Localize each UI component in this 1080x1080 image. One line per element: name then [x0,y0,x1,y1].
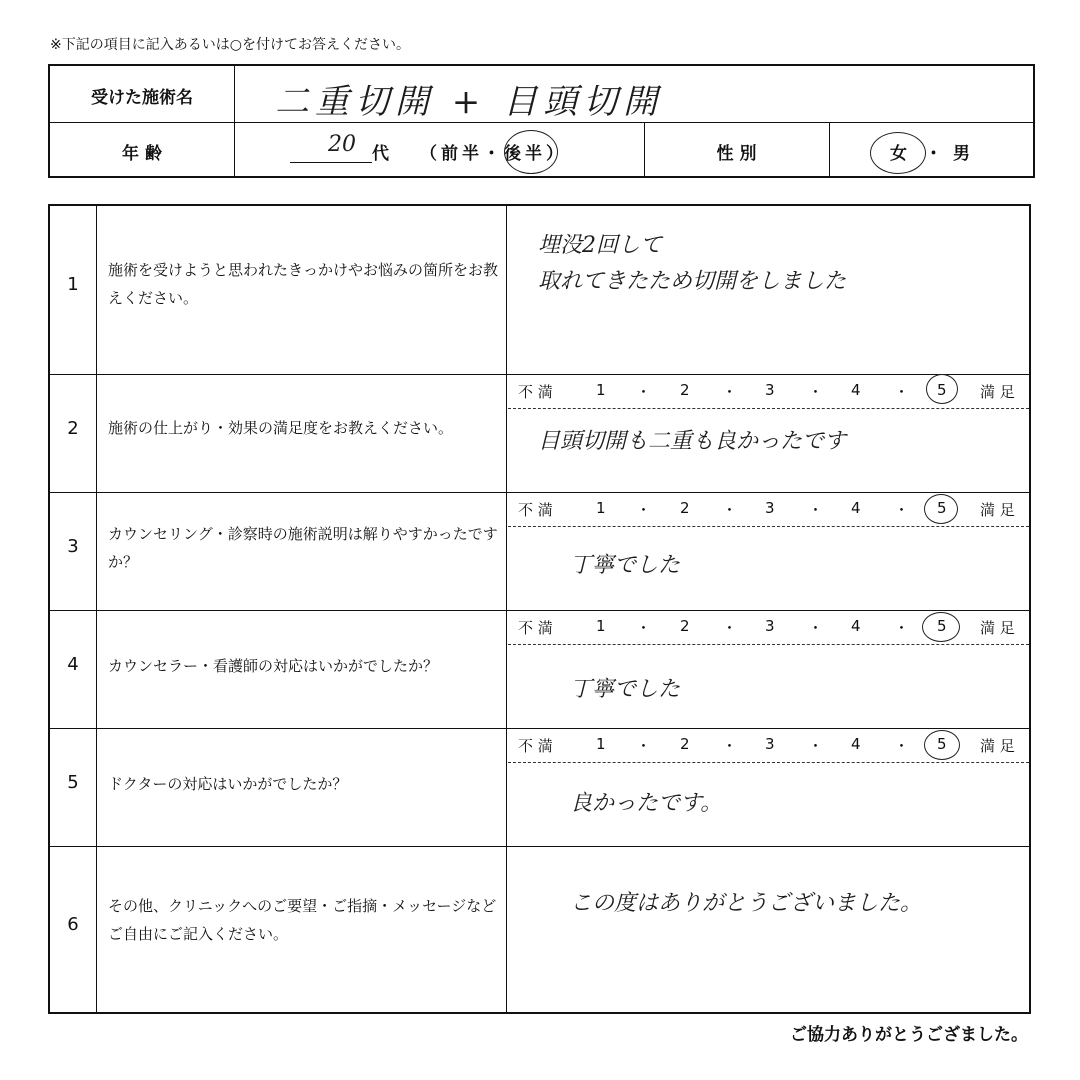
scale-point: 5 [937,499,947,517]
gender-label: 性 別 [716,144,757,164]
scale-high: 満 足 [980,619,1015,637]
rating-scale [508,374,1029,409]
scale-low: 不 満 [518,619,553,637]
age-half-circle [504,130,558,174]
scale-point: 3 [765,735,775,753]
treatment-value: 二重切開 + 目頭切開 [275,82,664,122]
scale-point: 3 [765,617,775,635]
question-row-6 [50,846,1029,1016]
scale-point: 1 [596,735,606,753]
question-number: 6 [67,914,79,935]
question-text: ドクターの対応はいかがでしたか？ [108,775,348,793]
treatment-info-table [48,64,1035,178]
scale-point: ・ [808,737,824,755]
scale-point: 3 [765,381,775,399]
scale-point: ・ [636,501,652,519]
question-text: 施術の仕上がり・効果の満足度をお教えください。 [108,419,454,437]
rating-scale [508,728,1029,763]
question-number: 4 [67,654,79,675]
footer-thanks: ご協力ありがとうござました。 [790,1025,1028,1045]
scale-low: 不 満 [518,737,553,755]
scale-point: 5 [937,735,947,753]
question-row-2 [50,374,1029,492]
question-number: 2 [67,418,79,439]
scale-point: ・ [636,619,652,637]
scale-point: ・ [808,501,824,519]
question-number: 5 [67,772,79,793]
age-label: 年 齢 [122,144,162,164]
answer-text: 良かったです。 [570,791,723,816]
rating-circle [926,374,958,404]
gender-male: 男 [953,144,970,164]
answer-text: 丁寧でした [570,677,681,702]
scale-point: 1 [596,499,606,517]
scale-high: 満 足 [980,383,1015,401]
scale-point: 3 [765,499,775,517]
answer-text: 埋没2回して 取れてきたため切開をしました [538,233,847,294]
instruction-text: ※下記の項目に記入あるいは○を付けてお答えください。 [50,37,410,53]
question-number: 3 [67,536,79,557]
scale-point: 2 [680,381,690,399]
age-half-option: （前半・後半） [420,144,567,164]
scale-point: 4 [851,735,861,753]
scale-point: 2 [680,499,690,517]
answer-text: 丁寧でした [570,553,681,578]
question-number: 1 [67,274,79,295]
gender-female: 女 [890,144,907,164]
rating-circle [924,494,958,524]
rating-circle [924,730,960,760]
age-value: 20 [328,132,356,157]
scale-point: ・ [894,737,910,755]
scale-point: ・ [808,619,824,637]
scale-point: ・ [722,383,738,401]
question-text: カウンセラー・看護師の対応はいかがでしたか？ [108,657,439,675]
scale-point: 1 [596,617,606,635]
scale-point: ・ [722,619,738,637]
rating-scale [508,492,1029,527]
scale-point: 4 [851,499,861,517]
scale-point: ・ [636,737,652,755]
scale-point: 2 [680,735,690,753]
scale-point: 1 [596,381,606,399]
treatment-label: 受けた施術名 [91,88,193,108]
rating-scale [508,610,1029,645]
scale-point: ・ [722,737,738,755]
scale-point: ・ [894,383,910,401]
question-row-4 [50,610,1029,728]
gender-circle [870,132,926,174]
scale-point: 4 [851,617,861,635]
answer-text: 目頭切開も二重も良かったです [538,429,847,454]
scale-point: ・ [722,501,738,519]
scale-point: ・ [894,501,910,519]
scale-low: 不 満 [518,383,553,401]
question-row-3 [50,492,1029,610]
question-text: その他、クリニックへのご要望・ご指摘・メッセージなどご自由にご記入ください。 [108,897,497,943]
scale-point: ・ [894,619,910,637]
survey-table [48,204,1031,1014]
gender-dot: ・ [925,144,942,164]
scale-point: 5 [937,617,947,635]
scale-point: ・ [808,383,824,401]
question-text: カウンセリング・診察時の施術説明は解りやすかったですか？ [108,525,498,571]
scale-point: 5 [937,381,947,399]
question-row-1 [50,206,1029,374]
scale-point: ・ [636,383,652,401]
question-row-5 [50,728,1029,846]
scale-low: 不 満 [518,501,553,519]
rating-circle [922,612,960,642]
scale-high: 満 足 [980,501,1015,519]
scale-point: 2 [680,617,690,635]
age-suffix: 代 [372,144,389,164]
answer-text: この度はありがとうございました。 [570,891,923,916]
question-text: 施術を受けようと思われたきっかけやお悩みの箇所をお教えください。 [108,261,499,307]
scale-high: 満 足 [980,737,1015,755]
scale-point: 4 [851,381,861,399]
